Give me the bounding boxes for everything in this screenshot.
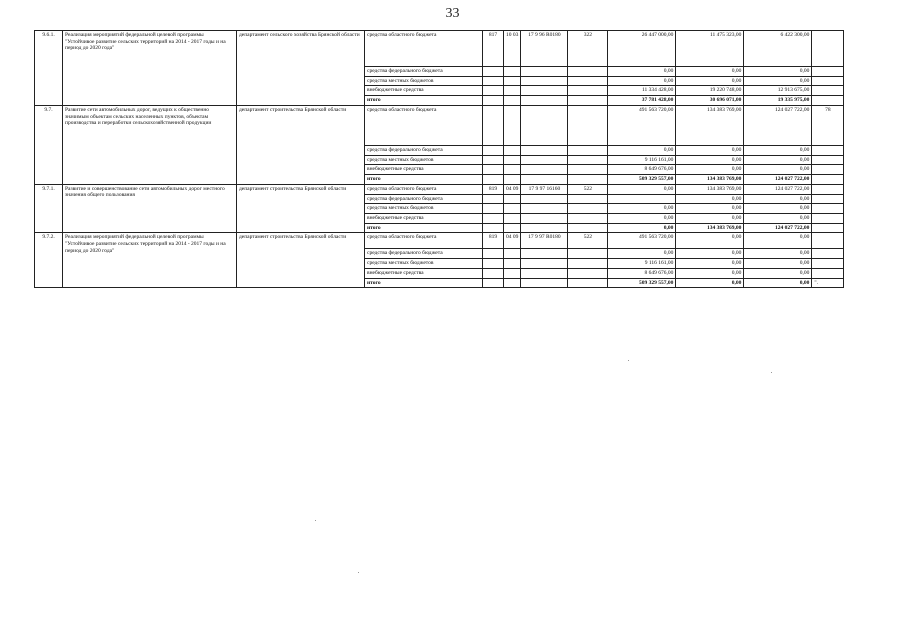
amount-year1-cell: 11 334 428,00	[608, 86, 676, 96]
amount-year2-cell: 134 383 769,00	[676, 223, 744, 233]
responsible-dept-cell: департамент строительства Брянской области	[237, 184, 365, 233]
amount-year2-cell: 0,00	[676, 76, 744, 86]
funding-source-cell: итого	[365, 96, 483, 106]
target-article-cell	[521, 259, 568, 269]
responsible-dept-cell: департамент строительства Брянской области	[237, 105, 365, 184]
amount-year2-cell: 134 383 769,00	[676, 105, 744, 145]
amount-year1-cell	[608, 194, 676, 204]
expense-type-cell	[568, 155, 608, 165]
expense-type-cell	[568, 223, 608, 233]
amount-year3-cell: 124 027 722,00	[744, 184, 812, 194]
amount-year2-cell: 30 696 071,00	[676, 96, 744, 106]
grbs-code-cell	[483, 268, 504, 278]
table-row	[35, 105, 844, 145]
amount-year3-cell: 0,00	[744, 194, 812, 204]
grbs-code-cell	[483, 145, 504, 155]
grbs-code-cell	[483, 194, 504, 204]
grbs-code-cell	[483, 223, 504, 233]
funding-source-cell: средства федерального бюджета	[365, 249, 483, 259]
amount-year1-cell: 8 649 676,00	[608, 268, 676, 278]
grbs-code-cell	[483, 165, 504, 175]
amount-year1-cell: 9 116 161,00	[608, 259, 676, 269]
expense-type-cell	[568, 249, 608, 259]
amount-year2-cell: 0,00	[676, 194, 744, 204]
funding-source-cell: средства областного бюджета	[365, 184, 483, 194]
amount-year3-cell: 0,00	[744, 268, 812, 278]
indicator-cell	[812, 165, 844, 175]
indicator-cell: 78	[812, 105, 844, 145]
indicator-cell	[812, 174, 844, 184]
section-code-cell	[504, 155, 521, 165]
expense-type-cell	[568, 165, 608, 175]
responsible-dept-cell: департамент строительства Брянской области	[237, 233, 365, 288]
section-code-cell	[504, 223, 521, 233]
section-code-cell	[504, 278, 521, 288]
section-code-cell	[504, 86, 521, 96]
amount-year2-cell: 0,00	[676, 204, 744, 214]
target-article-cell	[521, 105, 568, 145]
expense-type-cell	[568, 86, 608, 96]
item-number-cell: 9.7.	[35, 105, 63, 184]
expense-type-cell	[568, 194, 608, 204]
target-article-cell	[521, 249, 568, 259]
indicator-cell	[812, 278, 844, 288]
item-number-cell: 9.6.1.	[35, 31, 63, 106]
section-code-cell	[504, 105, 521, 145]
expense-type-cell: 322	[568, 31, 608, 67]
indicator-cell	[812, 268, 844, 278]
target-article-cell	[521, 214, 568, 224]
funding-source-cell: итого	[365, 223, 483, 233]
indicator-cell	[812, 204, 844, 214]
grbs-code-cell	[483, 174, 504, 184]
target-article-cell	[521, 96, 568, 106]
section-code-cell	[504, 259, 521, 269]
table-row	[35, 233, 844, 249]
table-row	[35, 184, 844, 194]
amount-year2-cell: 0,00	[676, 214, 744, 224]
page-number: 33	[445, 6, 460, 21]
amount-year1-cell: 8 649 676,00	[608, 165, 676, 175]
amount-year1-cell: 0,00	[608, 214, 676, 224]
amount-year3-cell: 0,00	[744, 145, 812, 155]
target-article-cell	[521, 278, 568, 288]
target-article-cell: 17 9 97 16160	[521, 184, 568, 194]
item-name-cell: Развитие и совершенствование сети автомобильных дорог местного значения общего пользования	[63, 184, 237, 233]
grbs-code-cell: 817	[483, 31, 504, 67]
target-article-cell	[521, 204, 568, 214]
funding-source-cell: средства местных бюджетов	[365, 155, 483, 165]
amount-year1-cell: 0,00	[608, 249, 676, 259]
amount-year3-cell: 0,00	[744, 233, 812, 249]
amount-year2-cell: 0,00	[676, 233, 744, 249]
amount-year1-cell: 37 781 428,00	[608, 96, 676, 106]
target-article-cell	[521, 174, 568, 184]
budget-table-body	[35, 31, 844, 288]
section-code-cell	[504, 145, 521, 155]
expense-type-cell	[568, 105, 608, 145]
section-code-cell	[504, 174, 521, 184]
amount-year2-cell: 0,00	[676, 67, 744, 77]
expense-type-cell	[568, 259, 608, 269]
amount-year2-cell: 134 383 769,00	[676, 184, 744, 194]
amount-year3-cell: 0,00	[744, 249, 812, 259]
amount-year3-cell: 0,00	[744, 278, 812, 288]
amount-year2-cell: 0,00	[676, 145, 744, 155]
amount-year2-cell: 0,00	[676, 278, 744, 288]
closing-quote-mark: ".	[814, 279, 818, 286]
indicator-cell	[812, 233, 844, 249]
item-name-cell: Реализация мероприятий федеральной целевой программы "Устойчивое развитие сельских территорий на 2014 - 2017 годы и на период до 2020 года"	[63, 233, 237, 288]
amount-year1-cell: 509 329 557,00	[608, 278, 676, 288]
indicator-cell	[812, 96, 844, 106]
target-article-cell	[521, 155, 568, 165]
expense-type-cell: 522	[568, 233, 608, 249]
indicator-cell	[812, 31, 844, 67]
section-code-cell	[504, 268, 521, 278]
funding-source-cell: средства областного бюджета	[365, 31, 483, 67]
target-article-cell: 17 9 97 R0180	[521, 233, 568, 249]
funding-source-cell: средства федерального бюджета	[365, 194, 483, 204]
funding-source-cell: средства федерального бюджета	[365, 145, 483, 155]
amount-year2-cell: 134 383 769,00	[676, 174, 744, 184]
expense-type-cell	[568, 268, 608, 278]
expense-type-cell	[568, 145, 608, 155]
indicator-cell	[812, 145, 844, 155]
grbs-code-cell	[483, 96, 504, 106]
amount-year1-cell: 0,00	[608, 67, 676, 77]
indicator-cell	[812, 259, 844, 269]
indicator-cell	[812, 223, 844, 233]
funding-source-cell: внебюджетные средства	[365, 268, 483, 278]
budget-table	[34, 30, 844, 288]
scan-speck	[628, 360, 629, 361]
section-code-cell	[504, 165, 521, 175]
expense-type-cell	[568, 204, 608, 214]
amount-year1-cell: 0,00	[608, 76, 676, 86]
amount-year3-cell: 6 422 300,00	[744, 31, 812, 67]
indicator-cell	[812, 67, 844, 77]
grbs-code-cell	[483, 76, 504, 86]
funding-source-cell: средства областного бюджета	[365, 233, 483, 249]
section-code-cell	[504, 249, 521, 259]
responsible-dept-cell: департамент сельского хозяйства Брянской области	[237, 31, 365, 106]
amount-year3-cell: 0,00	[744, 204, 812, 214]
target-article-cell	[521, 165, 568, 175]
section-code-cell	[504, 67, 521, 77]
indicator-cell	[812, 86, 844, 96]
amount-year2-cell: 0,00	[676, 249, 744, 259]
grbs-code-cell: 819	[483, 184, 504, 194]
target-article-cell	[521, 268, 568, 278]
amount-year1-cell: 0,00	[608, 184, 676, 194]
funding-source-cell: внебюджетные средства	[365, 165, 483, 175]
expense-type-cell	[568, 96, 608, 106]
amount-year3-cell: 19 335 975,00	[744, 96, 812, 106]
indicator-cell	[812, 155, 844, 165]
amount-year1-cell: 491 563 720,00	[608, 233, 676, 249]
item-number-cell: 9.7.2.	[35, 233, 63, 288]
expense-type-cell	[568, 67, 608, 77]
amount-year3-cell: 0,00	[744, 165, 812, 175]
target-article-cell: 17 9 96 R0180	[521, 31, 568, 67]
amount-year2-cell: 0,00	[676, 259, 744, 269]
grbs-code-cell	[483, 67, 504, 77]
target-article-cell	[521, 86, 568, 96]
item-name-cell: Развитие сети автомобильных дорог, ведущих к общественно значимым объектам сельских населенных пунктов, объектам производства и переработки сельскохозяйственной продукции	[63, 105, 237, 184]
amount-year3-cell: 0,00	[744, 259, 812, 269]
indicator-cell	[812, 214, 844, 224]
scan-speck	[315, 520, 316, 521]
grbs-code-cell	[483, 155, 504, 165]
section-code-cell	[504, 96, 521, 106]
section-code-cell: 04 09	[504, 184, 521, 194]
amount-year3-cell: 12 913 675,00	[744, 86, 812, 96]
grbs-code-cell	[483, 259, 504, 269]
scan-speck	[771, 372, 772, 373]
target-article-cell	[521, 145, 568, 155]
target-article-cell	[521, 67, 568, 77]
expense-type-cell	[568, 214, 608, 224]
grbs-code-cell	[483, 204, 504, 214]
expense-type-cell: 522	[568, 184, 608, 194]
item-name-cell: Реализация мероприятий федеральной целевой программы "Устойчивое развитие сельских территорий на 2014 - 2017 годы и на период до 2020 года"	[63, 31, 237, 106]
amount-year1-cell: 0,00	[608, 223, 676, 233]
section-code-cell	[504, 194, 521, 204]
indicator-cell	[812, 249, 844, 259]
funding-source-cell: средства местных бюджетов	[365, 259, 483, 269]
funding-source-cell: средства федерального бюджета	[365, 67, 483, 77]
amount-year3-cell: 124 027 722,00	[744, 223, 812, 233]
amount-year2-cell: 11 475 323,00	[676, 31, 744, 67]
grbs-code-cell	[483, 214, 504, 224]
section-code-cell	[504, 76, 521, 86]
funding-source-cell: средства местных бюджетов	[365, 76, 483, 86]
target-article-cell	[521, 76, 568, 86]
expense-type-cell	[568, 174, 608, 184]
amount-year3-cell: 0,00	[744, 155, 812, 165]
scan-speck	[358, 572, 359, 573]
indicator-cell	[812, 184, 844, 194]
amount-year1-cell: 26 447 000,00	[608, 31, 676, 67]
amount-year2-cell: 0,00	[676, 155, 744, 165]
funding-source-cell: средства областного бюджета	[365, 105, 483, 145]
expense-type-cell	[568, 76, 608, 86]
amount-year1-cell: 0,00	[608, 145, 676, 155]
table-row	[35, 31, 844, 67]
indicator-cell	[812, 194, 844, 204]
section-code-cell	[504, 214, 521, 224]
amount-year3-cell: 0,00	[744, 214, 812, 224]
amount-year1-cell: 491 563 720,00	[608, 105, 676, 145]
grbs-code-cell	[483, 249, 504, 259]
grbs-code-cell	[483, 278, 504, 288]
amount-year1-cell: 0,00	[608, 204, 676, 214]
grbs-code-cell	[483, 105, 504, 145]
amount-year1-cell: 9 116 161,00	[608, 155, 676, 165]
funding-source-cell: внебюджетные средства	[365, 86, 483, 96]
funding-source-cell: итого	[365, 278, 483, 288]
amount-year3-cell: 0,00	[744, 76, 812, 86]
section-code-cell	[504, 204, 521, 214]
funding-source-cell: внебюджетные средства	[365, 214, 483, 224]
funding-source-cell: итого	[365, 174, 483, 184]
grbs-code-cell: 819	[483, 233, 504, 249]
amount-year1-cell: 509 329 557,00	[608, 174, 676, 184]
funding-source-cell: средства местных бюджетов	[365, 204, 483, 214]
grbs-code-cell	[483, 86, 504, 96]
amount-year3-cell: 124 027 722,00	[744, 105, 812, 145]
section-code-cell: 10 03	[504, 31, 521, 67]
amount-year2-cell: 19 220 748,00	[676, 86, 744, 96]
amount-year2-cell: 0,00	[676, 165, 744, 175]
target-article-cell	[521, 223, 568, 233]
amount-year3-cell: 124 027 722,00	[744, 174, 812, 184]
expense-type-cell	[568, 278, 608, 288]
item-number-cell: 9.7.1.	[35, 184, 63, 233]
amount-year2-cell: 0,00	[676, 268, 744, 278]
indicator-cell	[812, 76, 844, 86]
target-article-cell	[521, 194, 568, 204]
amount-year3-cell: 0,00	[744, 67, 812, 77]
section-code-cell: 04 09	[504, 233, 521, 249]
